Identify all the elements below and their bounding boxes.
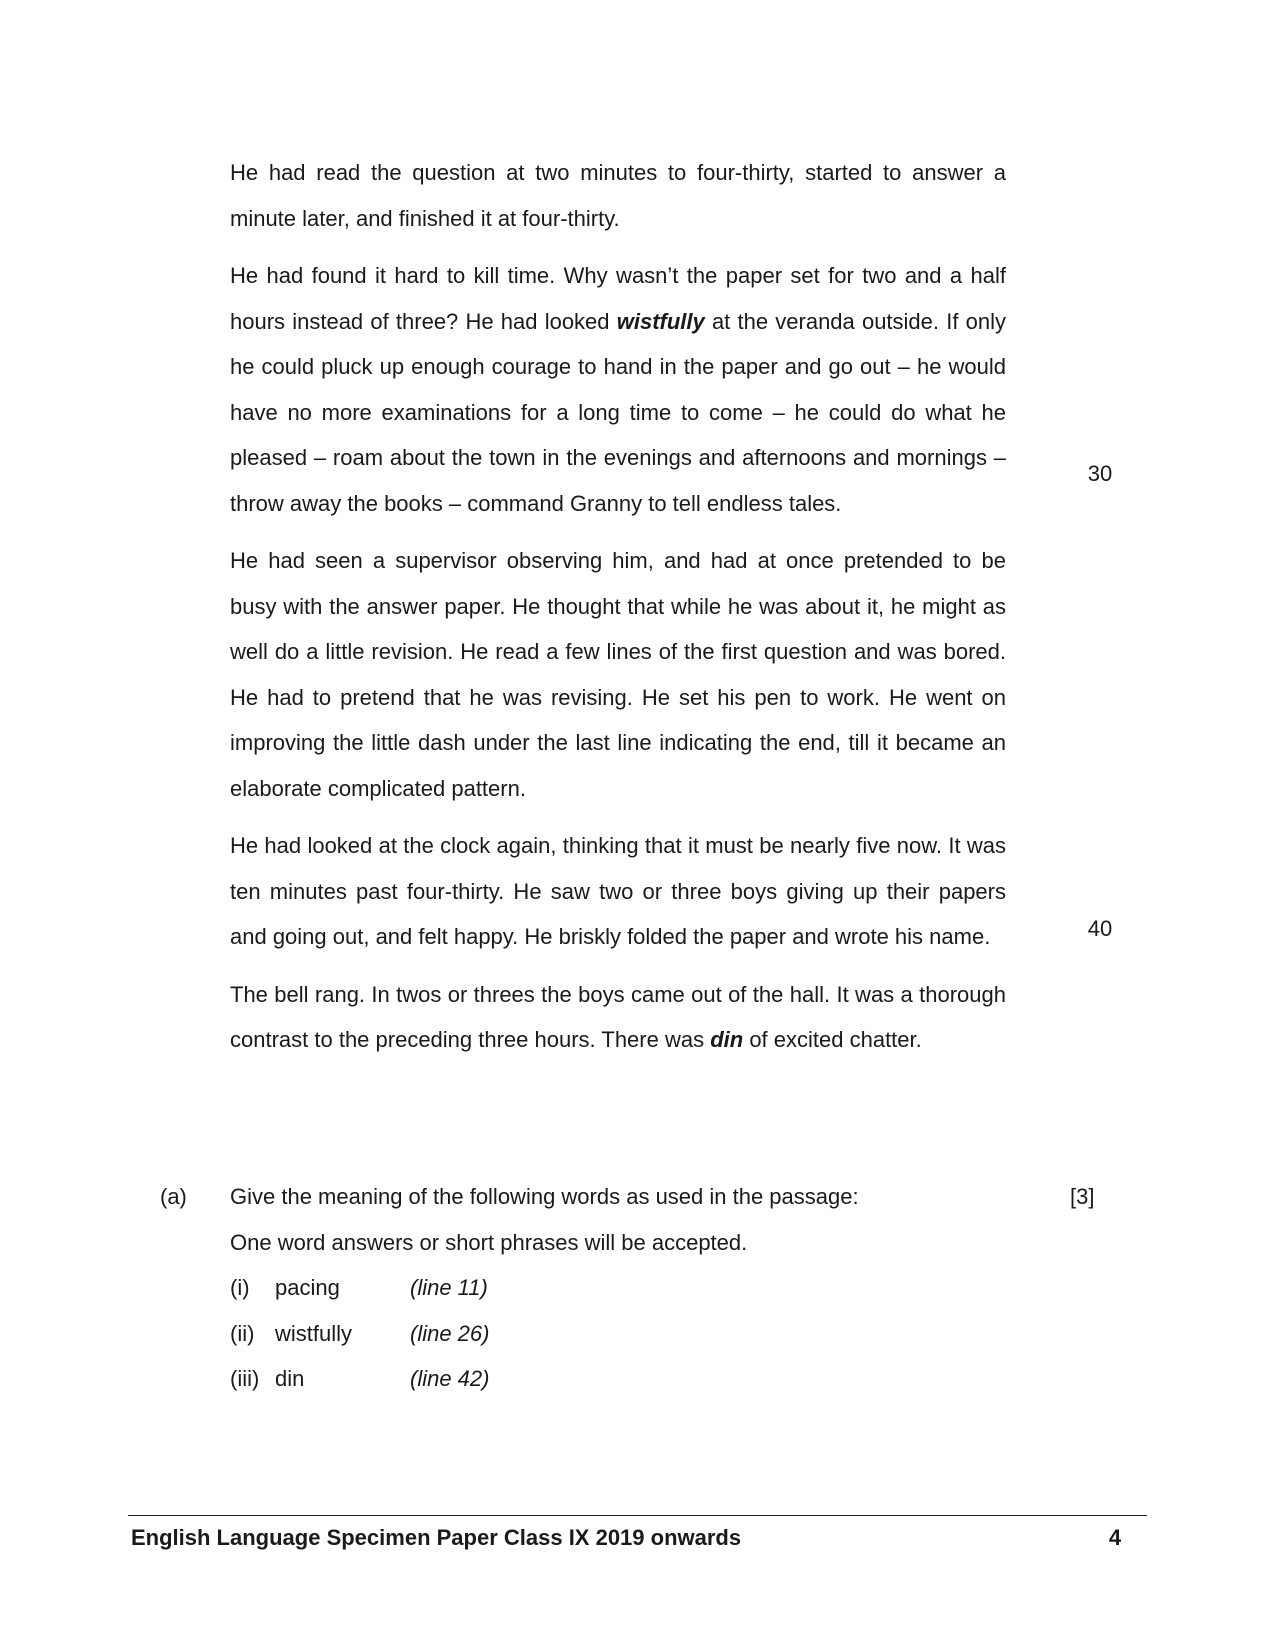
paragraph-1: He had read the question at two minutes to four-thirty, started to answer a minute later, and finished it at four-thirty. — [230, 160, 1006, 231]
word-term: pacing — [275, 1275, 340, 1300]
paragraph-5 — [230, 972, 1006, 1063]
word-number: (iii) — [230, 1366, 260, 1391]
word-number: (ii) — [230, 1320, 255, 1346]
paragraph-5-text-b: of excited chatter. — [743, 1027, 922, 1052]
page-number: 4 — [1108, 1525, 1122, 1550]
line-number-30: 30 — [1087, 461, 1113, 486]
passage — [230, 150, 1006, 1063]
word-term: wistfully — [275, 1320, 353, 1346]
question-note: One word answers or short phrases will be accepted. — [230, 1229, 748, 1255]
paragraph-4: He had looked at the clock again, thinking that it must be nearly five now. It was ten minutes past four-thirty. He saw two or three boys giving up their papers and going out, and felt happy. He briskly folded the paper and wrote his name. — [230, 833, 1006, 949]
footer-divider — [128, 1515, 1147, 1516]
word-line-ref: (line 26) — [410, 1320, 490, 1346]
paragraph-2 — [230, 253, 1006, 526]
word-item — [230, 1265, 1030, 1311]
word-line-ref: (line 11) — [410, 1275, 488, 1300]
word-term: din — [275, 1366, 305, 1391]
question-body — [230, 1174, 1030, 1402]
question-marks: [3] — [1070, 1184, 1095, 1209]
line-number-40: 40 — [1087, 916, 1113, 941]
question-label: (a) — [160, 1184, 187, 1209]
emphasized-word-wistfully: wistfully — [616, 308, 705, 334]
footer-title: English Language Specimen Paper Class IX 2019 onwards — [131, 1525, 742, 1550]
paragraph-2-text-b: at the veranda outside. If only he could pluck up enough courage to hand in the paper and go out – he would have no more examinations for a long time to come – he could do what he pleased – roam about the town in the evenings and afternoons and mornings – throw away the books – command Granny to tell endless tales. — [230, 308, 1006, 516]
paragraph-2-text-a: He had found it hard to kill time. Why wasn’t the paper set for two and a half hours instead of three? He had looked — [230, 263, 1006, 334]
word-item — [230, 1356, 1030, 1402]
paragraph-3: He had seen a supervisor observing him, and had at once pretended to be busy with the answer paper. He thought that while he was about it, he might as well do a little revision. He read a few lines of the first question and was bored. He had to pretend that he was revising. He set his pen to work. He went on improving the little dash under the last line indicating the end, till it became an elaborate complicated pattern. — [230, 548, 1006, 801]
paragraph-5-text-a: The bell rang. In twos or threes the boys came out of the hall. It was a thorough contrast to the preceding three hours. There was — [230, 981, 1006, 1052]
word-item — [230, 1311, 1030, 1357]
word-number: (i) — [230, 1275, 250, 1300]
question-instruction: Give the meaning of the following words as used in the passage: — [230, 1184, 859, 1209]
emphasized-word-din: din — [710, 1027, 744, 1052]
word-line-ref: (line 42) — [410, 1366, 490, 1391]
